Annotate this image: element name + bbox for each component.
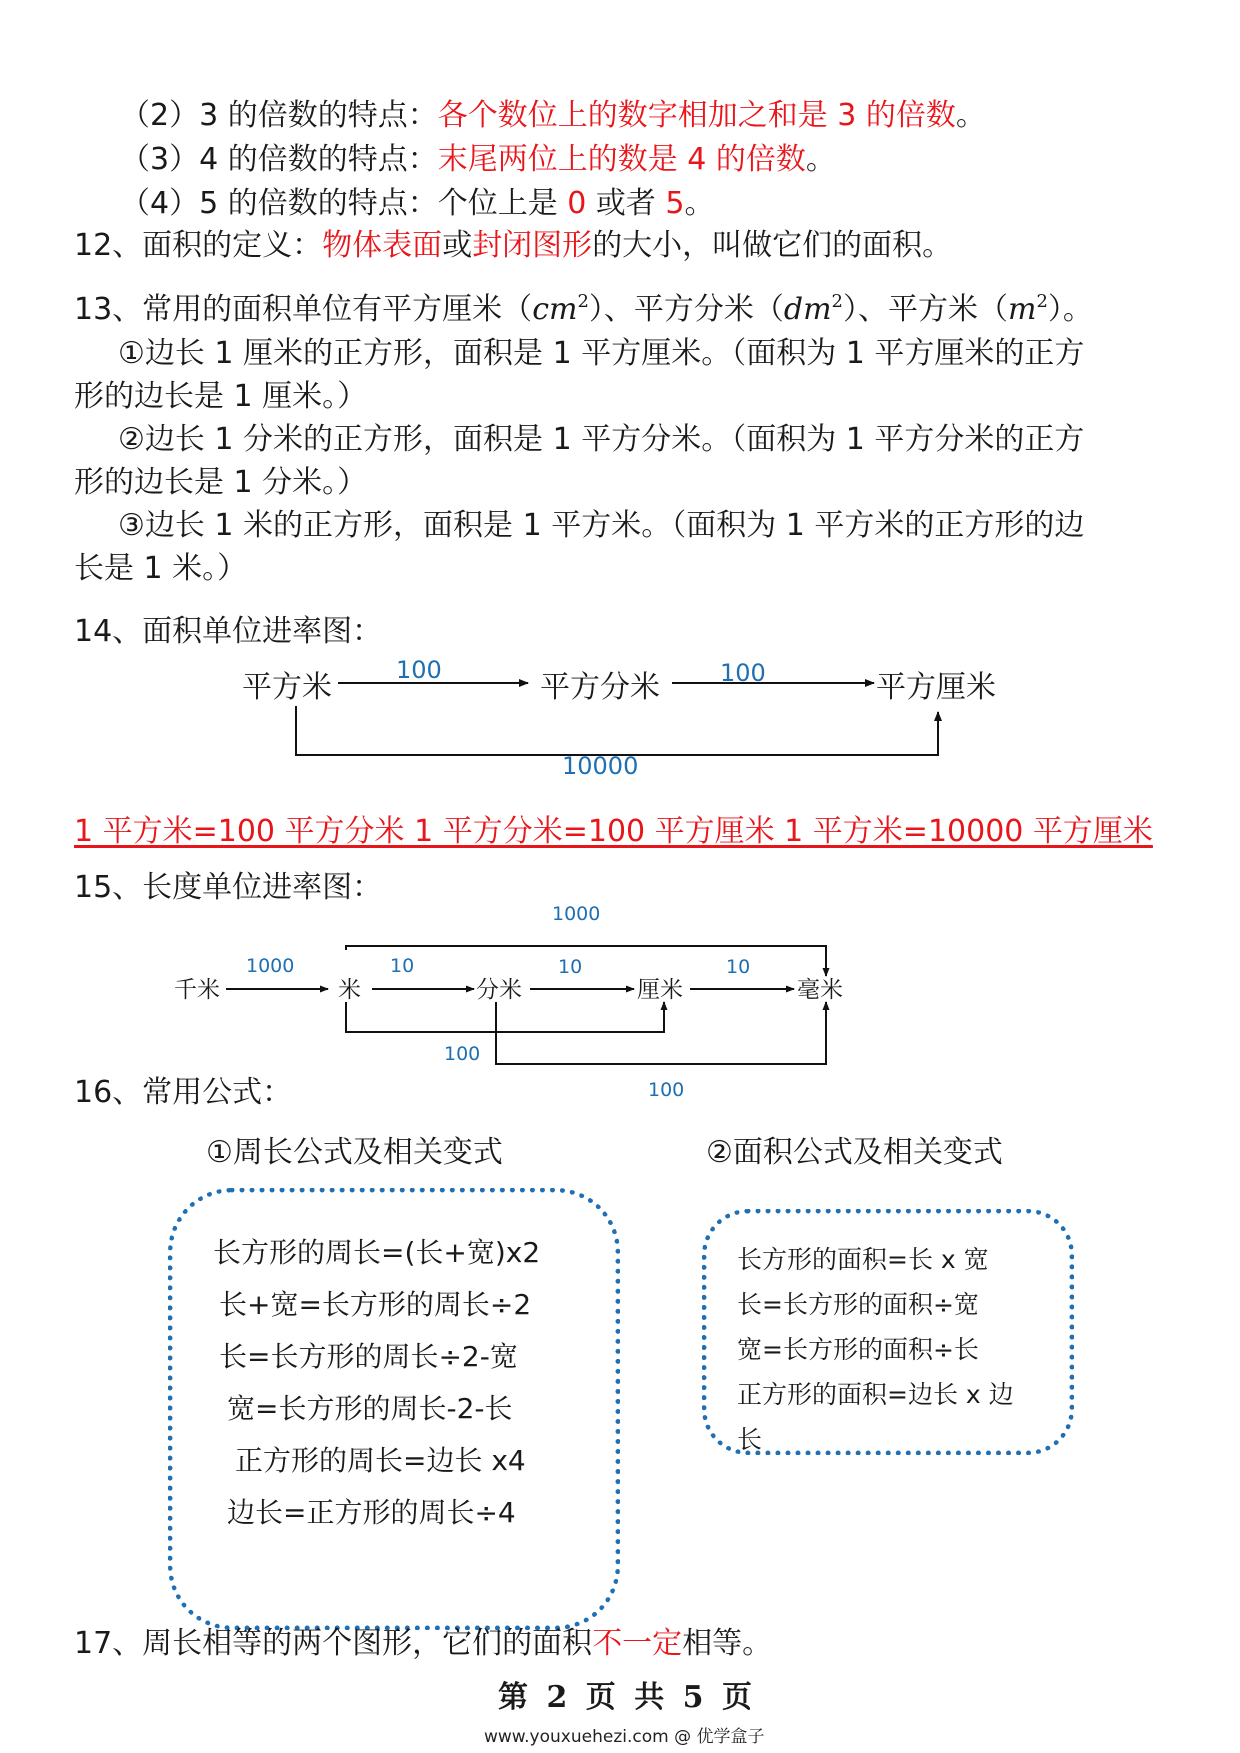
rate-km-m: 1000 [246, 955, 295, 977]
rate-dm-cm: 10 [558, 956, 583, 978]
s17-suffix: 相等。 [682, 1626, 773, 1661]
s13-m-line1: ③边长 1 米的正方形，面积是 1 平方米。（面积为 1 平方米的正方形的边 [118, 508, 1085, 543]
area-formula-3: 宽=长方形的面积÷长 [737, 1335, 979, 1364]
unit-m: m [1008, 292, 1037, 327]
perimeter-formula-5: 正方形的周长=边长 x4 [235, 1444, 526, 1477]
area-formula-4: 正方形的面积=边长 x 边 [737, 1380, 1014, 1409]
perimeter-formula-box [168, 1188, 620, 1630]
s12-suffix: 的大小，叫做它们的面积。 [592, 228, 953, 263]
s13-end: ）。 [1047, 292, 1093, 327]
unit-dm: dm [783, 292, 832, 327]
length-unit-dm: 分米 [476, 977, 522, 1003]
perimeter-formula-2: 长+宽=长方形的周长÷2 [219, 1288, 532, 1321]
item-3-answer: 各个数位上的数字相加之和是 3 的倍数 [437, 98, 956, 133]
area-formula-1: 长方形的面积=长 x 宽 [737, 1245, 989, 1274]
perimeter-formula-4: 宽=长方形的周长-2-长 [227, 1392, 513, 1425]
rate-m-dm: 10 [390, 955, 415, 977]
item-5-or: 或者 [586, 186, 666, 221]
item-5-end: 。 [684, 186, 715, 221]
s13-cm-line2: 形的边长是 1 厘米。） [74, 379, 368, 414]
s13-intro: 13、常用的面积单位有平方厘米（ [74, 292, 533, 327]
exp-dm: 2 [831, 291, 843, 312]
s12-or: 或 [442, 228, 473, 263]
item-4-end: 。 [805, 142, 836, 177]
item-3-end: 。 [955, 98, 986, 133]
perimeter-formula-1: 长方形的周长=(长+宽)x2 [213, 1236, 541, 1269]
watermark: www.youxuehezi.com @ 优学盒子 [484, 1727, 765, 1747]
exp-cm: 2 [577, 291, 589, 312]
section-14-title: 14、面积单位进率图： [74, 614, 383, 649]
length-unit-cm: 厘米 [637, 977, 683, 1003]
length-unit-m: 米 [338, 977, 361, 1003]
s12-term-surface: 物体表面 [322, 228, 443, 263]
item-3-prefix: （2）3 的倍数的特点： [120, 98, 438, 133]
s13-dm-line2: 形的边长是 1 分米。） [74, 465, 368, 500]
item-5-prefix: （4）5 的倍数的特点：个位上是 [120, 186, 568, 221]
area-unit-dm2: 平方分米 [540, 670, 660, 705]
item-5-five: 5 [665, 186, 685, 221]
rate-m2-cm2: 10000 [562, 752, 639, 780]
rate-dm-mm: 100 [648, 1079, 685, 1101]
arrow-m-mm [346, 946, 826, 976]
length-unit-mm: 毫米 [797, 977, 843, 1003]
s12-term-closed-shape: 封闭图形 [472, 228, 593, 263]
s13-sep2: ）、平方米（ [843, 292, 1008, 327]
s13-m-line2: 长是 1 米。） [74, 551, 248, 586]
area-formula-5: 长 [737, 1425, 763, 1454]
s17-emphasis: 不一定 [592, 1626, 683, 1661]
unit-cm: cm [532, 292, 578, 327]
item-multiple-of-3 [120, 96, 986, 136]
s12-prefix: 12、面积的定义： [74, 228, 323, 263]
arrow-m2-cm2 [296, 706, 938, 755]
item-4-prefix: （3）4 的倍数的特点： [120, 142, 438, 177]
item-5-zero: 0 [567, 186, 587, 221]
s13-dm-line1: ②边长 1 分米的正方形，面积是 1 平方分米。（面积为 1 平方分米的正方 [118, 422, 1085, 457]
item-multiple-of-5 [120, 184, 715, 224]
perimeter-formula-6: 边长=正方形的周长÷4 [227, 1496, 516, 1529]
section-13-area-units [74, 290, 1093, 330]
arrow-m-cm [346, 1002, 664, 1032]
area-formulas-title: ②面积公式及相关变式 [706, 1135, 1003, 1170]
s17-prefix: 17、周长相等的两个图形，它们的面积 [74, 1626, 593, 1661]
rate-cm-mm: 10 [726, 956, 751, 978]
length-unit-km: 千米 [174, 977, 220, 1003]
section-12-area-definition [74, 226, 952, 266]
section-15-title: 15、长度单位进率图： [74, 870, 383, 905]
rate-dm2-cm2: 100 [720, 659, 766, 687]
s13-cm-line1: ①边长 1 厘米的正方形，面积是 1 平方厘米。（面积为 1 平方厘米的正方 [118, 336, 1085, 371]
section-17-perimeter-area [74, 1624, 772, 1664]
area-unit-diagram [0, 650, 1240, 780]
length-unit-diagram [0, 890, 1240, 1080]
section-16-title: 16、常用公式： [74, 1075, 293, 1110]
item-multiple-of-4 [120, 140, 836, 180]
page-number: 第 2 页 共 5 页 [498, 1680, 756, 1715]
area-formula-2: 长=长方形的面积÷宽 [737, 1290, 979, 1319]
perimeter-formulas-title: ①周长公式及相关变式 [206, 1135, 503, 1170]
area-formula-box [702, 1209, 1074, 1455]
s13-sep1: ）、平方分米（ [588, 292, 784, 327]
area-unit-cm2: 平方厘米 [876, 670, 996, 705]
exp-m: 2 [1036, 291, 1048, 312]
rate-m2-dm2: 100 [396, 656, 442, 684]
rate-m-cm: 100 [444, 1043, 481, 1065]
rate-m-mm: 1000 [552, 903, 601, 925]
area-conversion-summary: 1 平方米=100 平方分米 1 平方分米=100 平方厘米 1 平方米=10000 平方厘米 [74, 814, 1153, 849]
item-4-answer: 末尾两位上的数是 4 的倍数 [437, 142, 806, 177]
perimeter-formula-3: 长=长方形的周长÷2-宽 [219, 1340, 518, 1373]
area-unit-m2: 平方米 [242, 670, 332, 705]
